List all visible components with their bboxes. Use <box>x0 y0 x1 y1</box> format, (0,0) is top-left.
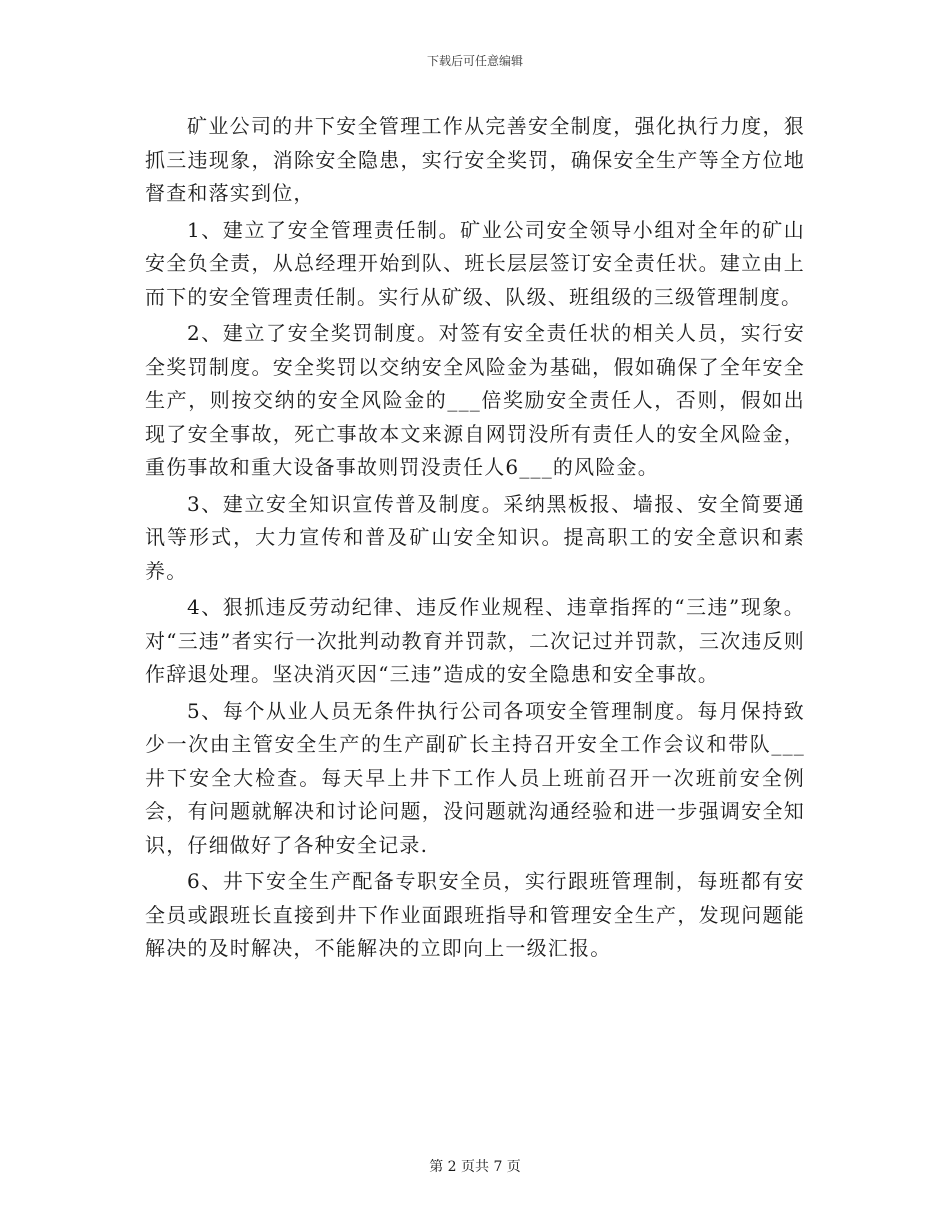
page-header: 下载后可任意编辑 <box>426 54 523 68</box>
paragraph-6-safety-officers: 6、井下安全生产配备专职安全员，实行跟班管理制，每班都有安全员或跟班长直接到井下作业面跟班指导和管理安全生产，发现问题能解决的及时解决，不能解决的立即向上一级汇报。 <box>145 869 805 960</box>
paragraph-3-safety-knowledge-promotion: 3、建立安全知识宣传普及制度。采纳黑板报、墙报、安全简要通讯等形式，大力宣传和普及矿山安全知识。提高职工的安全意识和素养。 <box>145 491 805 583</box>
paragraph-4-three-violations: 4、狠抓违反劳动纪律、违反作业规程、违章指挥的“三违”现象。对“三违”者实行一次批判动教育并罚款，二次记过并罚款，三次违反则作辞退处理。坚决消灭因“三违”造成的安全隐患和安全事故。 <box>145 595 805 686</box>
paragraph-2-reward-penalty-system: 2、建立了安全奖罚制度。对签有安全责任状的相关人员，实行安全奖罚制度。安全奖罚以交纳安全风险金为基础，假如确保了全年安全生产，则按交纳的安全风险金的___倍奖励安全责任人，否则，假如出现了安全事故，死亡事故本文来源自网罚没所有责任人的安全风险金，重伤事故和重大设备事故则罚没责任人6___的风险金。 <box>145 321 805 479</box>
intro-paragraph: 矿业公司的井下安全管理工作从完善安全制度，强化执行力度，狠抓三违现象，消除安全隐患，实行安全奖罚，确保安全生产等全方位地督查和落实到位， <box>145 114 805 205</box>
page-number: 第 2 页共 7 页 <box>429 1159 521 1175</box>
paragraph-5-management-execution: 5、每个从业人员无条件执行公司各项安全管理制度。每月保持致少一次由主管安全生产的生产副矿长主持召开安全工作会议和带队___井下安全大检查。每天早上井下工作人员上班前召开一次班前安全例会，有问题就解决和讨论问题，没问题就沟通经验和进一步强调安全知识，仔细做好了各种安全记录. <box>145 698 805 857</box>
document-body <box>145 110 805 969</box>
paragraph-1-responsibility-system: 1、建立了安全管理责任制。矿业公司安全领导小组对全年的矿山安全负全责，从总经理开始到队、班长层层签订安全责任状。建立由上而下的安全管理责任制。实行从矿级、队级、班组级的三级管理制度。 <box>145 217 805 309</box>
